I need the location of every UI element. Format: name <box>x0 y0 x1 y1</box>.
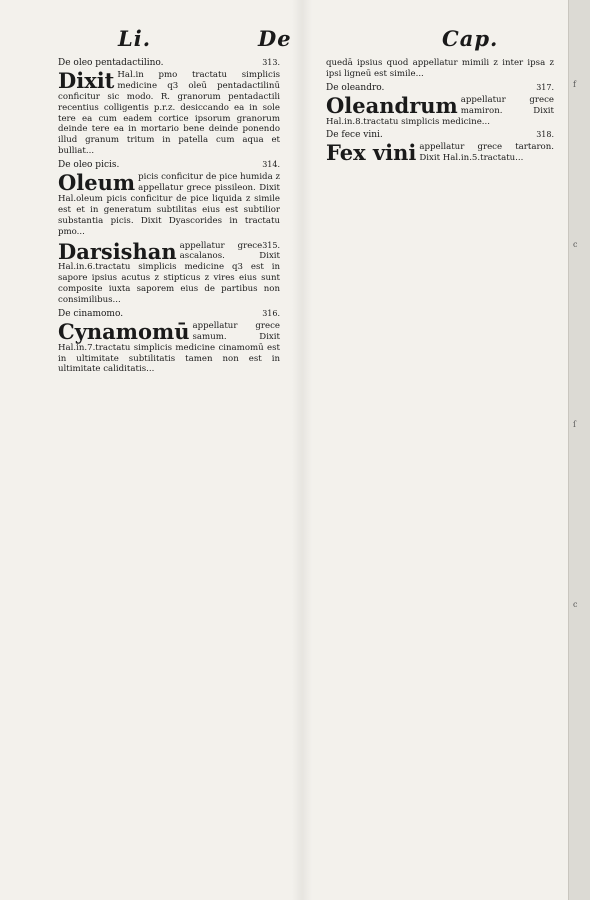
entry-number: 317. <box>536 82 554 92</box>
entry-initial: Cynamomū <box>58 318 190 344</box>
entry-title: 314. De oleo picis. <box>58 160 280 171</box>
entry-number: 316. <box>262 308 280 318</box>
margin-mark: c <box>573 600 578 609</box>
entry-316-continued <box>326 58 554 80</box>
entry-316 <box>58 309 280 375</box>
entry-number: 313. <box>262 58 280 67</box>
running-head-chapter: Cap. <box>442 26 499 51</box>
entry-initial: Oleandrum <box>326 92 458 118</box>
entry-title: 317. De oleandro. <box>326 82 554 93</box>
running-head-left: Li. <box>118 26 152 51</box>
entry-315 <box>58 238 280 306</box>
entry-body: Oleum picis conficitur de pice humida z appellatur grece pissileon. Dixit Hal.oleum picis conficitur de pice liquida z simile est et in generatum subtilitas eius est subtilior substantia picis. Dixit Dyascorides in tractatu pmo... <box>58 170 280 237</box>
entry-body: Darsishan appellatur grece ascalanos. Dixit Hal.in.6.tractatu simplicis medicine q3 est in sapore ipsius acutus z stipticus z vires eius sunt composite iuxta saporem eius de partibus non consimilibus... <box>58 238 280 306</box>
entry-318 <box>326 130 554 164</box>
entry-314 <box>58 160 280 237</box>
entry-title: 313. De oleo pentadactilino. <box>58 58 280 68</box>
entry-initial: Fex vini <box>326 140 417 166</box>
margin-mark: ſ <box>573 420 576 429</box>
entry-title: 316. De cinamomo. <box>58 308 280 319</box>
margin-mark: f <box>573 80 576 89</box>
entry-number: 315. <box>262 240 280 250</box>
entry-number: 314. <box>262 160 280 170</box>
entry-number: 318. <box>536 130 554 140</box>
running-head-de: De <box>258 26 292 51</box>
entry-body: Fex vini appellatur grece tartaron. Dixit Hal.in.5.tractatu... <box>326 140 554 166</box>
right-column <box>326 58 554 872</box>
entry-title: 318. De fece vini. <box>326 130 554 141</box>
margin-mark: c <box>573 240 578 249</box>
entry-body: Cynamomū appellatur grece samum. Dixit Hal.in.7.tractatu simplicis medicine cinamomū est in ultimitate subtilitatis tamen non est in ultimitate caliditatis... <box>58 318 280 375</box>
left-column <box>58 58 280 872</box>
entry-body: quedā ipsius quod appellatur mimili z inter ipsa z ipsi ligneū est simile... <box>326 58 554 79</box>
entry-313 <box>58 58 280 157</box>
entry-body: Oleandrum appellatur grece mamiron. Dixit Hal.in.8.tractatu simplicis medicine... <box>326 92 554 127</box>
entry-initial: Oleum <box>58 170 136 196</box>
entry-body: Dixit Hal.in pmo tractatu simplicis medicine q3 oleū pentadactilinū conficitur sic modo. R. granorum pentadactili recentius colligentis p.r.z. desiccando ea in sole tere ea cum eadem cortice ipsorum granorum deinde tere ea in mortario bene deinde ponendo illud granum tritum in patella cum aqua et bulliat... <box>58 67 280 157</box>
entry-initial: Darsishan <box>58 238 177 264</box>
gutter-shadow <box>292 0 312 900</box>
entry-initial: Dixit <box>58 67 115 93</box>
adjacent-page-edge <box>568 0 590 900</box>
entry-317 <box>326 83 554 128</box>
